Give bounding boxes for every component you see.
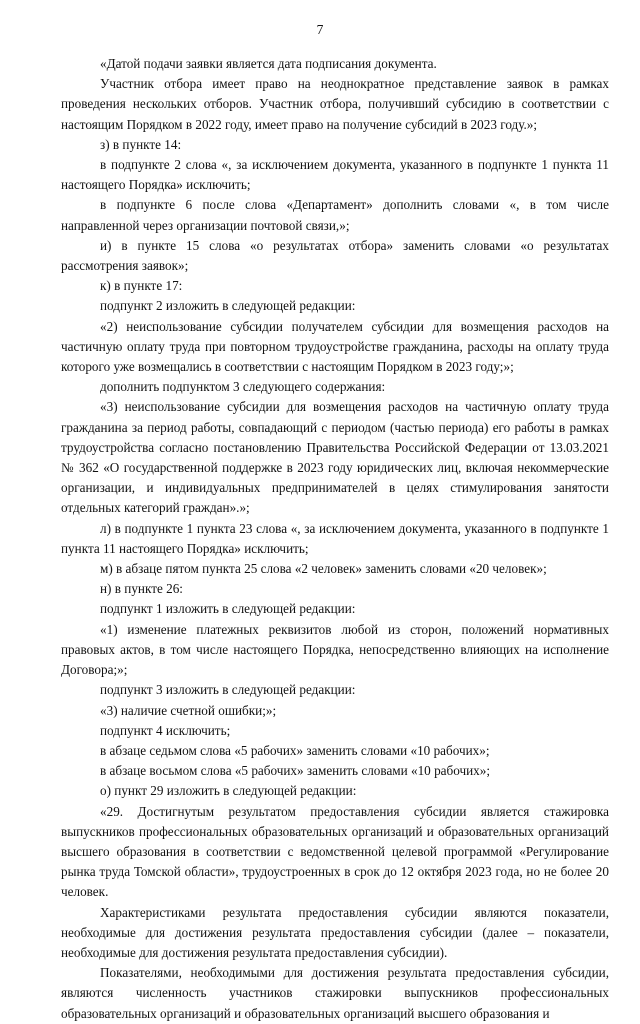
paragraph: н) в пункте 26: [100, 581, 183, 597]
paragraph: и) в пункте 15 слова «о результатах отбора» заменить словами «о результатах рассмотрения заявок»; [61, 237, 609, 274]
paragraph: подпункт 1 изложить в следующей редакции: [100, 601, 356, 617]
paragraph: в подпункте 6 после слова «Департамент» дополнить словами «, в том числе направленной через организации почтовой связи,»; [61, 197, 609, 233]
paragraph: в абзаце восьмом слова «5 рабочих» заменить словами «10 рабочих»; [100, 763, 491, 779]
paragraph: «29. Достигнутым результатом предоставления субсидии является стажировка выпускников профессиональных образовательных организаций и образовательных организаций высшего образования в соответствии с ведомственной целевой программой «Регулирование рынка труда Томской области», трудоустроенных в срок до 12 октября 2023 года, но не более 20 человек. [61, 803, 609, 900]
paragraph: о) пункт 29 изложить в следующей редакции: [100, 783, 357, 799]
paragraph: подпункт 3 изложить в следующей редакции: [100, 682, 356, 698]
paragraph: л) в подпункте 1 пункта 23 слова «, за исключением документа, указанного в подпункте 1 пункта 11 настоящего Порядка» исключить; [61, 520, 609, 556]
document-body [61, 54, 609, 1024]
paragraph: подпункт 2 изложить в следующей редакции: [100, 298, 356, 314]
paragraph: в абзаце седьмом слова «5 рабочих» заменить словами «10 рабочих»; [100, 742, 490, 758]
paragraph: «1) изменение платежных реквизитов любой из сторон, положений нормативных правовых актов, в том числе настоящего Порядка, непосредственно влияющих на исполнение Договора;»; [61, 621, 609, 678]
paragraph: з) в пункте 14: [100, 136, 182, 152]
paragraph: «2) неиспользование субсидии получателем субсидии для возмещения расходов на частичную оплату труда при повторном трудоустройстве гражданина, расходы на оплату труда которого уже возмещались в соответствии с настоящим Порядком в 2023 году;»; [61, 318, 609, 375]
paragraph: Участник отбора имеет право на неоднократное представление заявок в рамках проведения нескольких отборов. Участник отбора, получивший субсидию в соответствии с настоящим Порядком в 2022 году, имеет право на получение субсидий в 2023 году.»; [61, 76, 609, 132]
paragraph: подпункт 4 исключить; [100, 722, 231, 738]
paragraph: в подпункте 2 слова «, за исключением документа, указанного в подпункте 1 пункта 11 настоящего Порядка» исключить; [61, 157, 609, 193]
paragraph: Характеристиками результата предоставления субсидии являются показатели, необходимые для достижения результата предоставления субсидии (далее – показатели, необходимые для достижения результата предоставления субсидии). [61, 904, 609, 960]
paragraph: «3) неиспользование субсидии для возмещения расходов на частичную оплату труда гражданина за период работы, совпадающий с периодом (частью периода) его работы в рамках трудоустройства согласно постановлению Правительства Российской Федерации от 13.03.2021 № 362 «О государственной поддержке в 2023 году юридических лиц, включая некоммерческие организации, и индивидуальных предпринимателей в целях стимулирования занятости отдельных категорий граждан».»; [61, 399, 609, 516]
paragraph: «Датой подачи заявки является дата подписания документа. [100, 56, 437, 71]
paragraph: к) в пункте 17: [100, 278, 183, 294]
page-number: 7 [316, 22, 324, 37]
paragraph: м) в абзаце пятом пункта 25 слова «2 человек» заменить словами «20 человек»; [100, 561, 547, 577]
paragraph: «3) наличие счетной ошибки;»; [100, 702, 277, 718]
paragraph: дополнить подпунктом 3 следующего содержания: [100, 379, 386, 395]
paragraph: Показателями, необходимыми для достижения результата предоставления субсидии, являются численность участников стажировки выпускников профессиональных образовательных организаций и образовательных организаций высшего образования и [61, 965, 609, 1021]
